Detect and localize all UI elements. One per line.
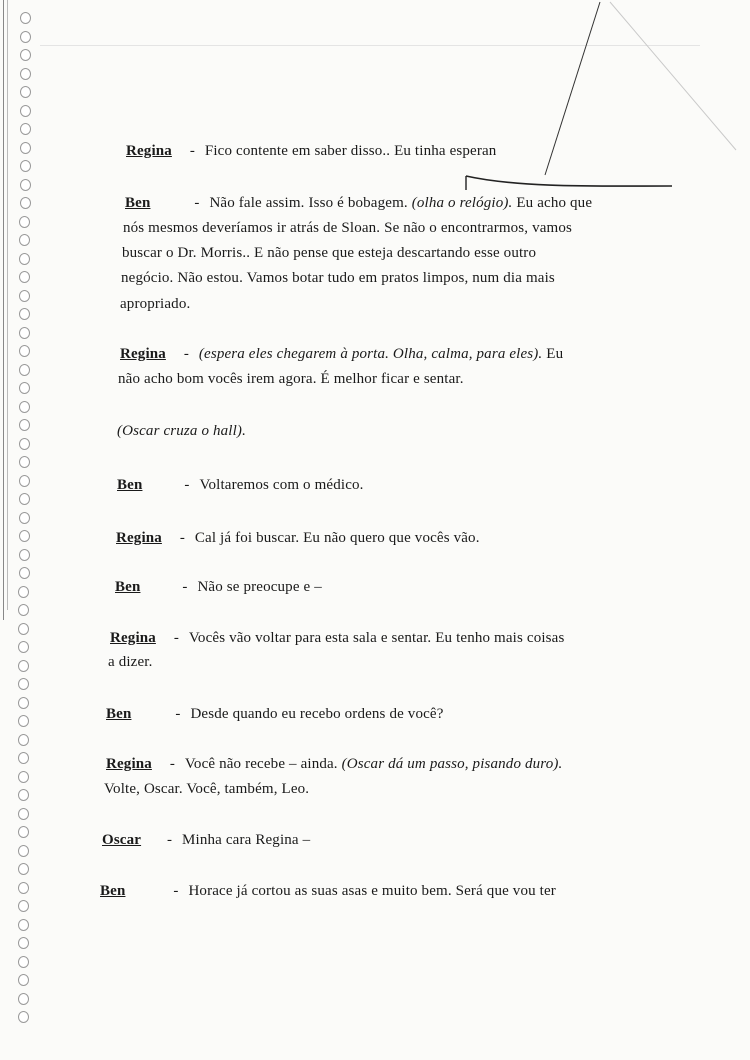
dialogue-text: não acho bom vocês irem agora. É melhor ficar e sentar.: [118, 371, 464, 387]
dialogue-line: [106, 706, 444, 723]
dialogue-line: [115, 579, 322, 596]
dialogue-text: Você não recebe – ainda.: [184, 756, 338, 772]
stage-direction: (olha o relógio).: [411, 195, 513, 211]
dialogue-text: Desde quando eu recebo ordens de você?: [190, 706, 444, 722]
stage-direction: (Oscar dá um passo, pisando duro).: [341, 756, 563, 772]
dialogue-line: [100, 883, 556, 900]
dash: -: [166, 832, 173, 848]
dialogue-text: Voltaremos com o médico.: [199, 477, 364, 493]
dash: -: [189, 143, 195, 159]
speaker-name: Ben: [125, 195, 151, 211]
dialogue-line: [116, 530, 480, 547]
dialogue-text: apropriado.: [120, 296, 191, 312]
dialogue-text: negócio. Não estou. Vamos botar tudo em pratos limpos, num dia mais: [121, 270, 555, 286]
speaker-name: Oscar: [102, 832, 142, 848]
dialogue-text: Minha cara Regina –: [182, 832, 311, 848]
dialogue-line: [104, 781, 309, 798]
dialogue-line: [106, 756, 562, 773]
dialogue-line: [126, 143, 496, 160]
dialogue-text: Não se preocupe e –: [197, 579, 322, 595]
dialogue-text: Não fale assim. Isso é bobagem.: [209, 195, 408, 211]
dialogue-text: a dizer.: [108, 654, 153, 670]
dialogue-line: [110, 630, 564, 647]
speaker-name: Regina: [110, 630, 156, 646]
speaker-name: Ben: [106, 706, 132, 722]
stage-direction: (espera eles chegarem à porta. Olha, calma, para eles).: [198, 346, 543, 362]
dialogue-text: Volte, Oscar. Você, também, Leo.: [104, 781, 310, 797]
dash: -: [182, 579, 188, 595]
speaker-name: Regina: [120, 346, 166, 362]
dialogue-text: Eu: [546, 346, 564, 362]
dialogue-line: [120, 296, 190, 313]
dialogue-line: [117, 423, 246, 440]
dialogue-line: [122, 245, 536, 262]
dash: -: [179, 530, 185, 546]
speaker-name: Regina: [106, 756, 152, 772]
pen-stroke-underline: [466, 176, 672, 186]
dialogue-text: buscar o Dr. Morris.. E não pense que esteja descartando esse outro: [122, 245, 537, 261]
dash: -: [169, 756, 175, 772]
dash: -: [173, 630, 179, 646]
dialogue-line: [125, 195, 592, 212]
dash: -: [194, 195, 200, 211]
speaker-name: Ben: [100, 883, 126, 899]
dialogue-line: [117, 477, 364, 494]
dialogue-line: [120, 346, 563, 363]
dialogue-text: Cal já foi buscar. Eu não quero que vocês vão.: [194, 530, 480, 546]
dialogue-line: [108, 654, 153, 671]
dialogue-line: [102, 832, 310, 849]
dash: -: [173, 883, 179, 899]
dash: -: [184, 477, 190, 493]
dialogue-text: Fico contente em saber disso.. Eu tinha esperan: [204, 143, 497, 159]
dialogue-line: [118, 371, 464, 388]
dialogue-text: nós mesmos deveríamos ir atrás de Sloan. Se não o encontrarmos, vamos: [123, 220, 573, 236]
speaker-name: Regina: [126, 143, 172, 159]
dialogue-line: [121, 270, 555, 287]
dash: -: [183, 346, 189, 362]
stage-direction: (Oscar cruza o hall).: [117, 423, 246, 439]
dash: -: [175, 706, 181, 722]
speaker-name: Ben: [115, 579, 141, 595]
pen-stroke-diagonal: [545, 2, 600, 175]
speaker-name: Regina: [116, 530, 162, 546]
dialogue-text: Eu acho que: [516, 195, 593, 211]
dialogue-text: Vocês vão voltar para esta sala e sentar. Eu tenho mais coisas: [188, 630, 565, 646]
faint-stroke: [610, 2, 736, 150]
speaker-name: Ben: [117, 477, 143, 493]
dialogue-line: [123, 220, 572, 237]
dialogue-text: Horace já cortou as suas asas e muito bem. Será que vou ter: [188, 883, 556, 899]
